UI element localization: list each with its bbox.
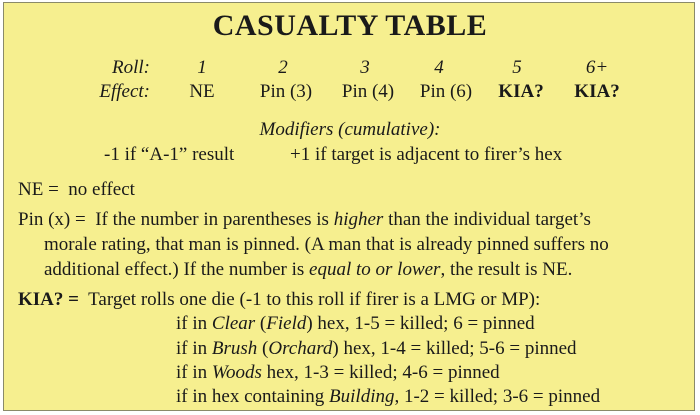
roll-3: 3: [360, 57, 370, 78]
kia-woods-line: [176, 362, 500, 384]
kia-text: if in: [176, 362, 212, 383]
kia-intro: Target rolls one die (-1 to this roll if firer is a LMG or MP):: [88, 289, 541, 310]
terrain-brush: Brush: [211, 338, 258, 359]
effect-3: Pin (4): [341, 81, 395, 102]
effect-row-label: Effect:: [99, 81, 150, 102]
terrain-orchard: Orchard: [268, 338, 333, 359]
kia-text: , 1-2 = killed; 3-6 = pinned: [394, 386, 601, 407]
pin-emphasis-equal: equal to or lower: [309, 259, 441, 280]
pin-definition-line1: [18, 209, 591, 231]
pin-term: Pin (x) =: [18, 209, 86, 230]
pin-text: If the number in parentheses is: [95, 209, 334, 230]
ne-definition: [18, 179, 135, 201]
kia-brush-line: [176, 338, 577, 360]
kia-text: ) hex, 1-5 = killed; 6 = pinned: [306, 313, 535, 334]
terrain-field: Field: [266, 313, 307, 334]
effect-2: Pin (3): [259, 81, 313, 102]
modifier-a1: -1 if “A-1” result: [104, 144, 235, 165]
roll-1: 1: [197, 57, 207, 78]
effect-1: NE: [189, 81, 215, 102]
pin-definition-line3: [44, 259, 572, 281]
modifier-adjacent: +1 if target is adjacent to firer’s hex: [290, 144, 563, 165]
effect-6plus: KIA?: [574, 81, 620, 102]
kia-clear-line: [176, 313, 535, 335]
kia-term: KIA? =: [18, 289, 79, 310]
kia-definition: [18, 289, 540, 311]
roll-2: 2: [278, 57, 288, 78]
ne-term: NE =: [18, 179, 59, 200]
kia-text: if in hex containing: [176, 386, 330, 407]
pin-definition-line2: morale rating, that man is pinned. (A man that is already pinned suffers no: [44, 234, 609, 255]
kia-text: (: [255, 313, 267, 334]
roll-row-label: Roll:: [112, 57, 150, 78]
effect-4: Pin (6): [419, 81, 473, 102]
roll-5: 5: [512, 57, 522, 78]
terrain-clear: Clear: [211, 313, 256, 334]
pin-emphasis-higher: higher: [333, 209, 384, 230]
ne-def: no effect: [68, 179, 135, 200]
kia-building-line: [176, 386, 600, 408]
kia-text: ) hex, 1-4 = killed; 5-6 = pinned: [332, 338, 577, 359]
roll-4: 4: [434, 57, 444, 78]
kia-text: (: [257, 338, 269, 359]
kia-text: if in: [176, 338, 212, 359]
roll-6plus: 6+: [585, 57, 609, 78]
effect-5: KIA?: [498, 81, 544, 102]
casualty-table-card: [3, 2, 695, 411]
modifiers-title: Modifiers (cumulative):: [259, 119, 441, 140]
terrain-woods: Woods: [211, 362, 262, 383]
pin-text: additional effect.) If the number is: [44, 259, 310, 280]
pin-text: than the individual target’s: [383, 209, 591, 230]
kia-text: if in: [176, 313, 212, 334]
terrain-building: Building: [329, 386, 395, 407]
page-title: CASUALTY TABLE: [212, 9, 488, 42]
kia-text: hex, 1-3 = killed; 4-6 = pinned: [261, 362, 500, 383]
pin-text: , the result is NE.: [440, 259, 573, 280]
